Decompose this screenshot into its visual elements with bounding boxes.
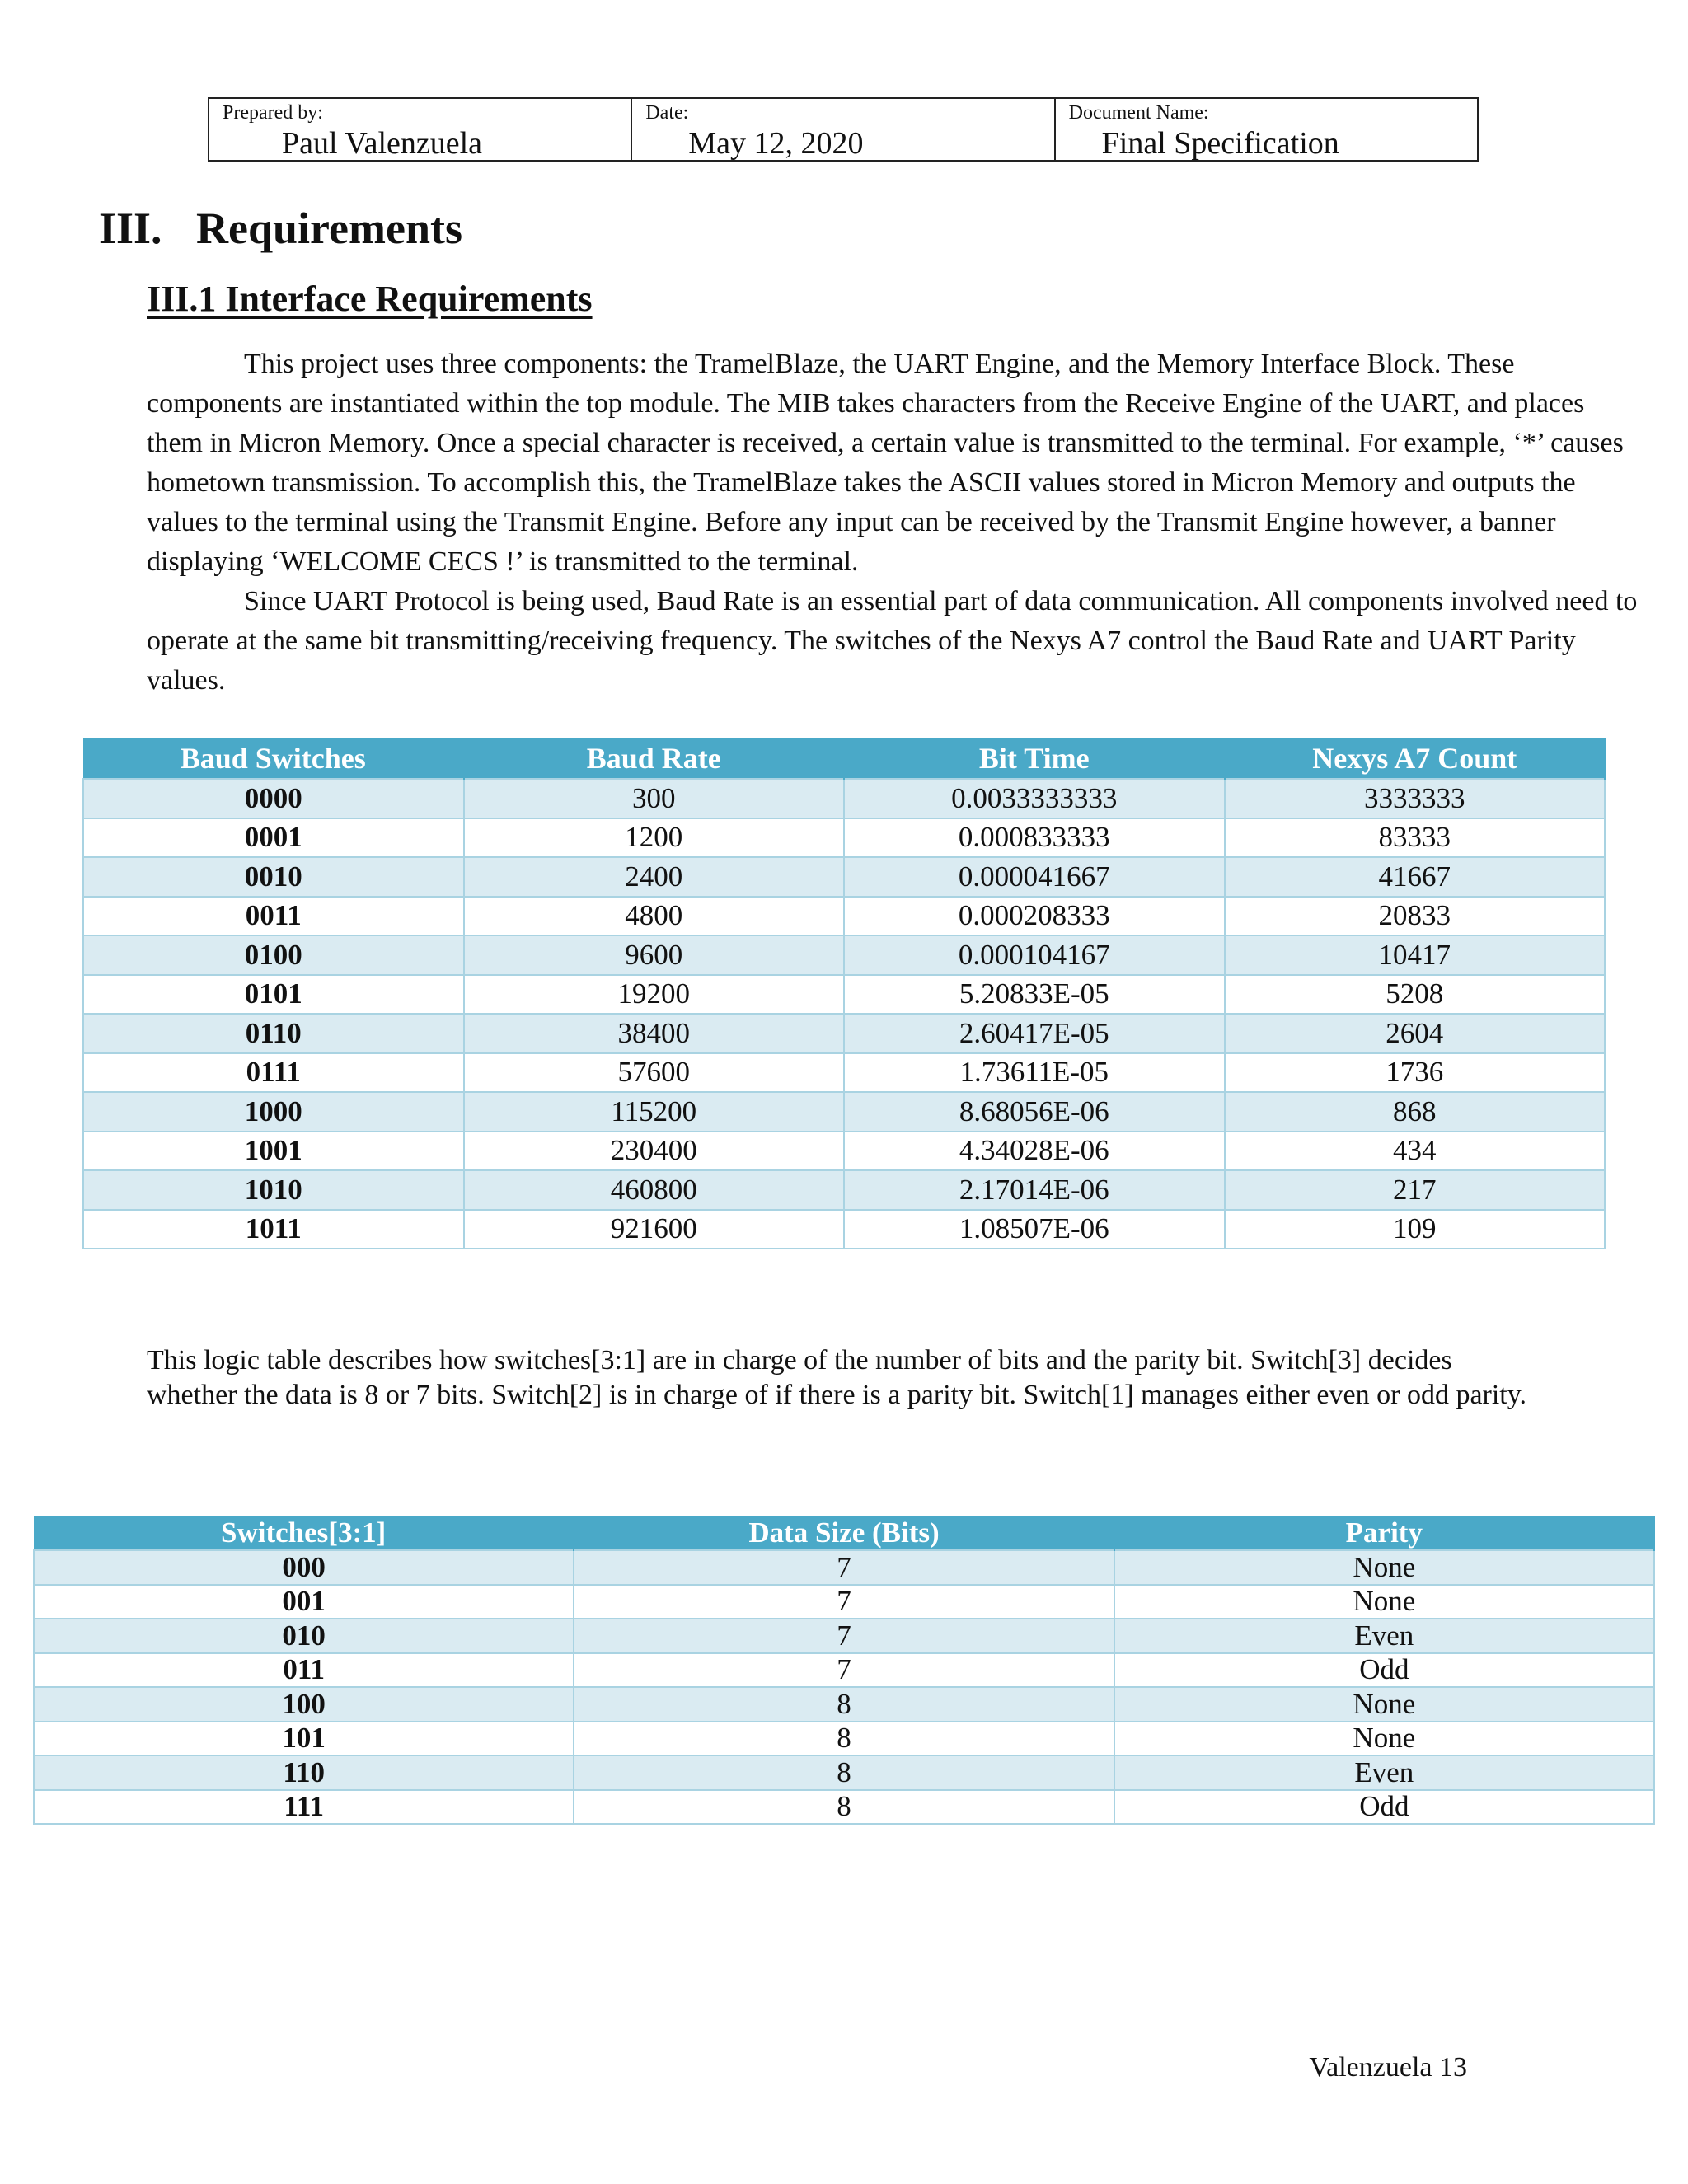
baud-table-cell: 4800 <box>464 897 845 936</box>
baud-table-cell: 0001 <box>83 818 464 858</box>
baud-table-cell: 434 <box>1225 1132 1606 1171</box>
baud-table-cell: 83333 <box>1225 818 1606 858</box>
prepared-by-cell <box>209 99 632 160</box>
baud-table-cell: 0010 <box>83 857 464 897</box>
baud-table-cell: 5208 <box>1225 975 1606 1015</box>
logic-table-cell: 110 <box>34 1755 574 1790</box>
baud-table-cell: 1011 <box>83 1210 464 1249</box>
table-row <box>83 1170 1605 1210</box>
logic-table-cell: None <box>1114 1585 1654 1619</box>
baud-table-cell: 217 <box>1225 1170 1606 1210</box>
baud-table-cell: 3333333 <box>1225 779 1606 818</box>
baud-table-cell: 0000 <box>83 779 464 818</box>
baud-table-cell: 230400 <box>464 1132 845 1171</box>
document-name-label: Document Name: <box>1068 102 1209 124</box>
logic-table-description: This logic table describes how switches[3:1] are in charge of the number of bits and the parity bit. Switch[3] decides whether the data is 8 or 7 bits. Switch[2] is in charge of if there is a parity bit. Switch[1] manages either even or odd parity. <box>147 1345 1527 1410</box>
logic-table-cell: None <box>1114 1687 1654 1722</box>
table-row <box>34 1619 1654 1653</box>
baud-paragraph-text: Since UART Protocol is being used, Baud Rate is an essential part of data communication. All components involved need to operate at the same bit transmitting/receiving frequency. The switches of the Nexys A7 control the Baud Rate and UART Parity values. <box>147 586 1638 696</box>
baud-table-header-cell: Nexys A7 Count <box>1225 738 1606 779</box>
logic-table-cell: 000 <box>34 1550 574 1585</box>
table-row <box>83 1053 1605 1093</box>
table-row <box>83 897 1605 936</box>
logic-table-cell: 8 <box>574 1687 1114 1722</box>
baud-table-cell: 38400 <box>464 1014 845 1053</box>
table-row <box>34 1687 1654 1722</box>
baud-table-cell: 2604 <box>1225 1014 1606 1053</box>
logic-table-cell: 8 <box>574 1790 1114 1825</box>
baud-table-cell: 2.17014E-06 <box>844 1170 1225 1210</box>
table-row <box>83 818 1605 858</box>
table-row <box>83 1014 1605 1053</box>
baud-table-cell: 0110 <box>83 1014 464 1053</box>
baud-table-cell: 1736 <box>1225 1053 1606 1093</box>
table-row <box>83 1132 1605 1171</box>
logic-table-cell: 011 <box>34 1653 574 1688</box>
table-row <box>34 1790 1654 1825</box>
baud-table-cell: 921600 <box>464 1210 845 1249</box>
date-value: May 12, 2020 <box>688 126 864 161</box>
table-row <box>34 1722 1654 1756</box>
baud-table-cell: 2400 <box>464 857 845 897</box>
logic-table-body <box>34 1550 1654 1824</box>
table-row <box>83 935 1605 975</box>
logic-table-cell: 010 <box>34 1619 574 1653</box>
logic-table-cell: 001 <box>34 1585 574 1619</box>
table-row <box>83 857 1605 897</box>
logic-table-cell: 101 <box>34 1722 574 1756</box>
section-title: Requirements <box>196 204 462 253</box>
logic-table-cell: None <box>1114 1722 1654 1756</box>
logic-table-cell: Odd <box>1114 1653 1654 1688</box>
document-name-value: Final Specification <box>1101 126 1339 161</box>
baud-table-cell: 115200 <box>464 1092 845 1132</box>
baud-table-cell: 0111 <box>83 1053 464 1093</box>
baud-table-header-cell: Bit Time <box>844 738 1225 779</box>
baud-table-cell: 300 <box>464 779 845 818</box>
table-row <box>83 1210 1605 1249</box>
baud-table-cell: 0011 <box>83 897 464 936</box>
baud-table-cell: 10417 <box>1225 935 1606 975</box>
logic-table-cell: 8 <box>574 1722 1114 1756</box>
baud-table-cell: 460800 <box>464 1170 845 1210</box>
table-row <box>34 1585 1654 1619</box>
logic-table-cell: Even <box>1114 1619 1654 1653</box>
prepared-by-value: Paul Valenzuela <box>282 126 483 161</box>
document-header-box <box>208 97 1479 162</box>
section-heading <box>99 203 462 254</box>
baud-table-cell: 0100 <box>83 935 464 975</box>
prepared-by-label: Prepared by: <box>223 102 323 124</box>
baud-table-cell: 41667 <box>1225 857 1606 897</box>
logic-table-cell: 100 <box>34 1687 574 1722</box>
baud-table-cell: 5.20833E-05 <box>844 975 1225 1015</box>
logic-table-header-cell: Switches[3:1] <box>34 1516 574 1550</box>
section-number: III. <box>99 204 162 253</box>
baud-table-cell: 0.0033333333 <box>844 779 1225 818</box>
baud-table-header-cell: Baud Rate <box>464 738 845 779</box>
logic-table-header-cell: Data Size (Bits) <box>574 1516 1114 1550</box>
baud-table-cell: 1010 <box>83 1170 464 1210</box>
table-row <box>83 975 1605 1015</box>
baud-table-cell: 0.000041667 <box>844 857 1225 897</box>
baud-table-cell: 9600 <box>464 935 845 975</box>
intro-paragraph <box>147 344 1639 582</box>
logic-table-cell: 7 <box>574 1619 1114 1653</box>
baud-table-cell: 0101 <box>83 975 464 1015</box>
baud-table-cell: 1200 <box>464 818 845 858</box>
baud-table-cell: 0.000104167 <box>844 935 1225 975</box>
baud-table-cell: 20833 <box>1225 897 1606 936</box>
date-cell <box>632 99 1055 160</box>
baud-table-cell: 0.000833333 <box>844 818 1225 858</box>
baud-table-cell: 1.08507E-06 <box>844 1210 1225 1249</box>
table-row <box>34 1653 1654 1688</box>
baud-table-cell: 19200 <box>464 975 845 1015</box>
document-name-cell <box>1056 99 1477 160</box>
date-label: Date: <box>645 102 689 124</box>
page-footer: Valenzuela 13 <box>1309 2052 1467 2083</box>
logic-table-cell: None <box>1114 1550 1654 1585</box>
baud-table-header-row <box>83 738 1605 779</box>
baud-table-cell: 4.34028E-06 <box>844 1132 1225 1171</box>
parity-logic-table <box>33 1516 1655 1825</box>
baud-table-cell: 8.68056E-06 <box>844 1092 1225 1132</box>
logic-table-cell: 7 <box>574 1550 1114 1585</box>
baud-table-cell: 2.60417E-05 <box>844 1014 1225 1053</box>
table-row <box>34 1755 1654 1790</box>
baud-table-cell: 109 <box>1225 1210 1606 1249</box>
logic-table-cell: 8 <box>574 1755 1114 1790</box>
intro-paragraph-text: This project uses three components: the TramelBlaze, the UART Engine, and the Memory Interface Block. These components are instantiated within the top module. The MIB takes characters from the Receive Engine of the UART, and places them in Micron Memory. Once a special character is received, a certain value is transmitted to the terminal. For example, ‘*’ causes hometown transmission. To accomplish this, the TramelBlaze takes the ASCII values stored in Micron Memory and outputs the values to the terminal using the Transmit Engine. Before any input can be received by the Transmit Engine however, a banner displaying ‘WELCOME CECS !’ is transmitted to the terminal. <box>147 349 1624 577</box>
logic-table-cell: Odd <box>1114 1790 1654 1825</box>
baud-table-cell: 0.000208333 <box>844 897 1225 936</box>
baud-table-cell: 868 <box>1225 1092 1606 1132</box>
baud-table-cell: 1000 <box>83 1092 464 1132</box>
logic-table-cell: 7 <box>574 1585 1114 1619</box>
logic-table-header-row <box>34 1516 1654 1550</box>
logic-table-cell: 7 <box>574 1653 1114 1688</box>
table-row <box>83 1092 1605 1132</box>
baud-table-header-cell: Baud Switches <box>83 738 464 779</box>
baud-table-cell: 57600 <box>464 1053 845 1093</box>
logic-table-cell: Even <box>1114 1755 1654 1790</box>
subsection-heading: III.1 Interface Requirements <box>147 279 593 319</box>
baud-paragraph <box>147 582 1639 701</box>
logic-table-header-cell: Parity <box>1114 1516 1654 1550</box>
table-row <box>34 1550 1654 1585</box>
baud-rate-table <box>82 738 1606 1249</box>
baud-table-cell: 1001 <box>83 1132 464 1171</box>
logic-table-cell: 111 <box>34 1790 574 1825</box>
baud-table-body <box>83 779 1605 1249</box>
baud-table-cell: 1.73611E-05 <box>844 1053 1225 1093</box>
table-row <box>83 779 1605 818</box>
